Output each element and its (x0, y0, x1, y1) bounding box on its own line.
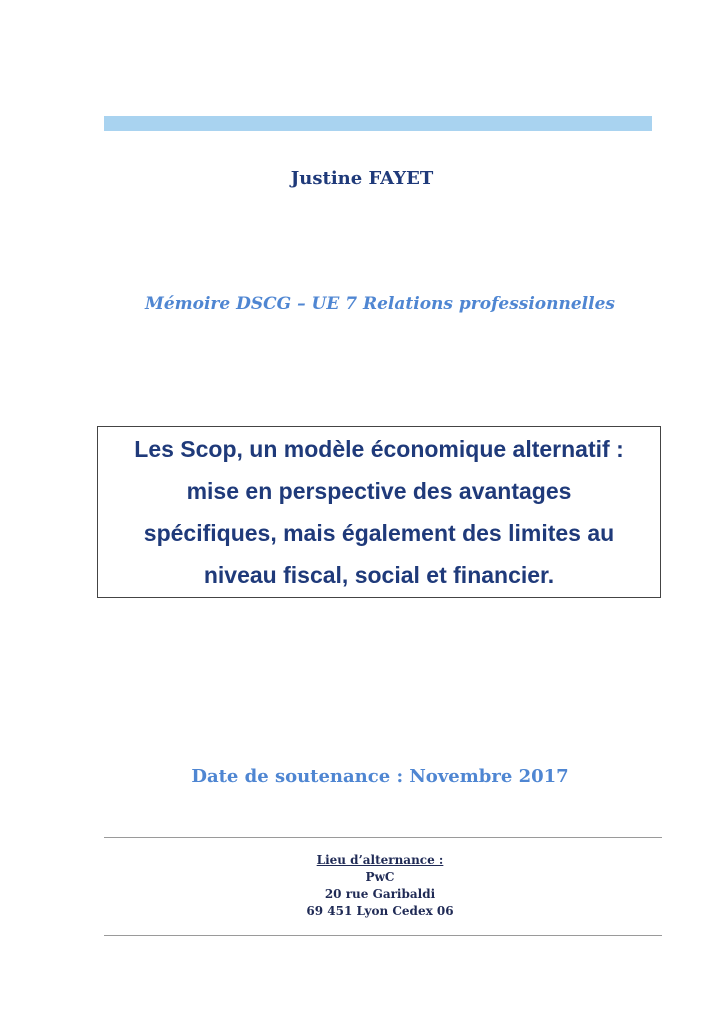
lieu-city: 69 451 Lyon Cedex 06 (306, 904, 454, 918)
defense-date: Date de soutenance : Novembre 2017 (191, 766, 569, 787)
document-title (105, 428, 653, 596)
internship-location (0, 852, 724, 920)
lieu-label: Lieu d’alternance : (316, 853, 444, 867)
lieu-street: 20 rue Garibaldi (324, 887, 436, 901)
title-line: spécifiques, mais également des limites au (143, 520, 615, 546)
header-color-band (104, 116, 652, 131)
title-box (97, 426, 661, 598)
lieu-company: PwC (365, 870, 395, 884)
title-line: Les Scop, un modèle économique alternatif : (134, 436, 624, 462)
divider-bottom (104, 935, 662, 936)
author-name: Justine FAYET (290, 168, 434, 189)
title-line: mise en perspective des avantages (186, 478, 572, 504)
document-subtitle: Mémoire DSCG – UE 7 Relations professionnelles (145, 294, 615, 314)
title-line: niveau fiscal, social et financier. (203, 562, 555, 588)
divider-top (104, 837, 662, 838)
